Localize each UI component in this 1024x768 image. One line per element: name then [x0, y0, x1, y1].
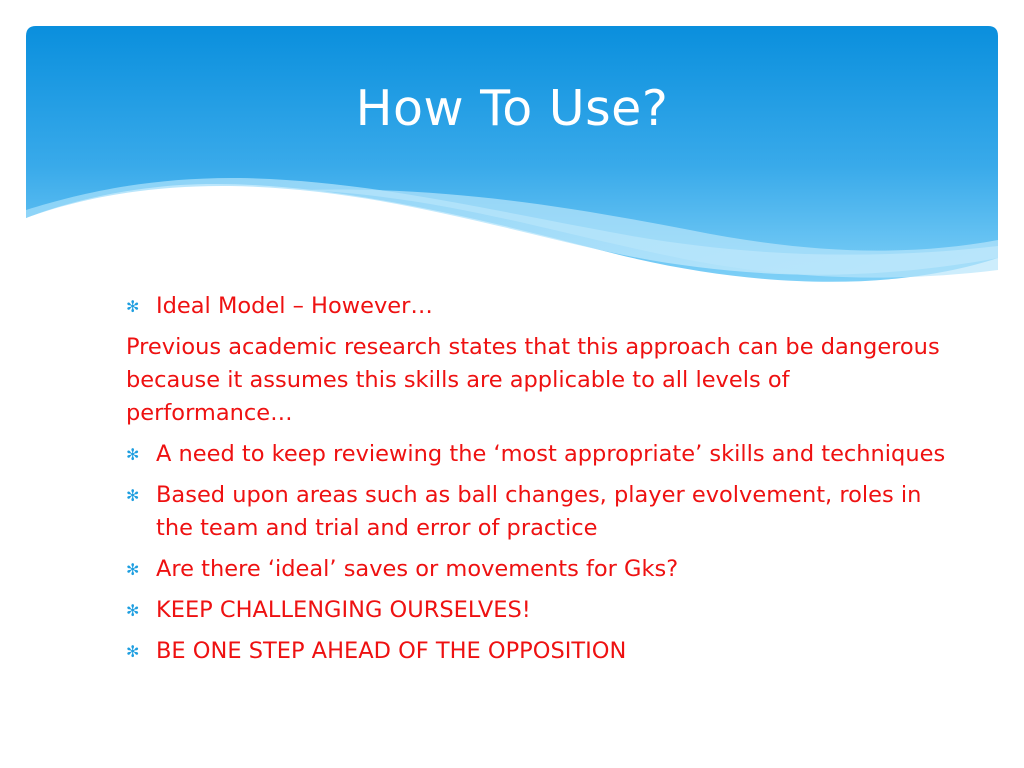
- list-item: [126, 553, 946, 586]
- asterisk-bullet-icon: ✻: [126, 642, 140, 661]
- list-item: [126, 438, 946, 471]
- list-item-text: Based upon areas such as ball changes, player evolvement, roles in the team and trial and error of practice: [156, 482, 922, 541]
- paragraph-text: Previous academic research states that this approach can be dangerous because it assumes this skills are applicable to all levels of performance…: [126, 334, 940, 426]
- slide-title: How To Use?: [355, 80, 669, 137]
- list-item: [126, 635, 946, 668]
- list-paragraph: [126, 331, 946, 430]
- list-item: [126, 594, 946, 627]
- list-item: [126, 479, 946, 545]
- asterisk-bullet-icon: ✻: [126, 560, 140, 579]
- asterisk-bullet-icon: ✻: [126, 486, 140, 505]
- list-item-text: A need to keep reviewing the ‘most appropriate’ skills and techniques: [156, 441, 946, 467]
- asterisk-bullet-icon: ✻: [126, 297, 140, 316]
- list-item-text: Ideal Model – However…: [156, 293, 433, 319]
- asterisk-bullet-icon: ✻: [126, 445, 140, 464]
- list-item-text: KEEP CHALLENGING OURSELVES!: [156, 597, 531, 623]
- asterisk-bullet-icon: ✻: [126, 601, 140, 620]
- bullet-list: [126, 290, 946, 668]
- list-item-text: BE ONE STEP AHEAD OF THE OPPOSITION: [156, 638, 627, 664]
- slide-body: [126, 290, 946, 676]
- list-item-text: Are there ‘ideal’ saves or movements for Gks?: [156, 556, 679, 582]
- header-wave-banner: [0, 0, 1024, 300]
- list-item: [126, 290, 946, 323]
